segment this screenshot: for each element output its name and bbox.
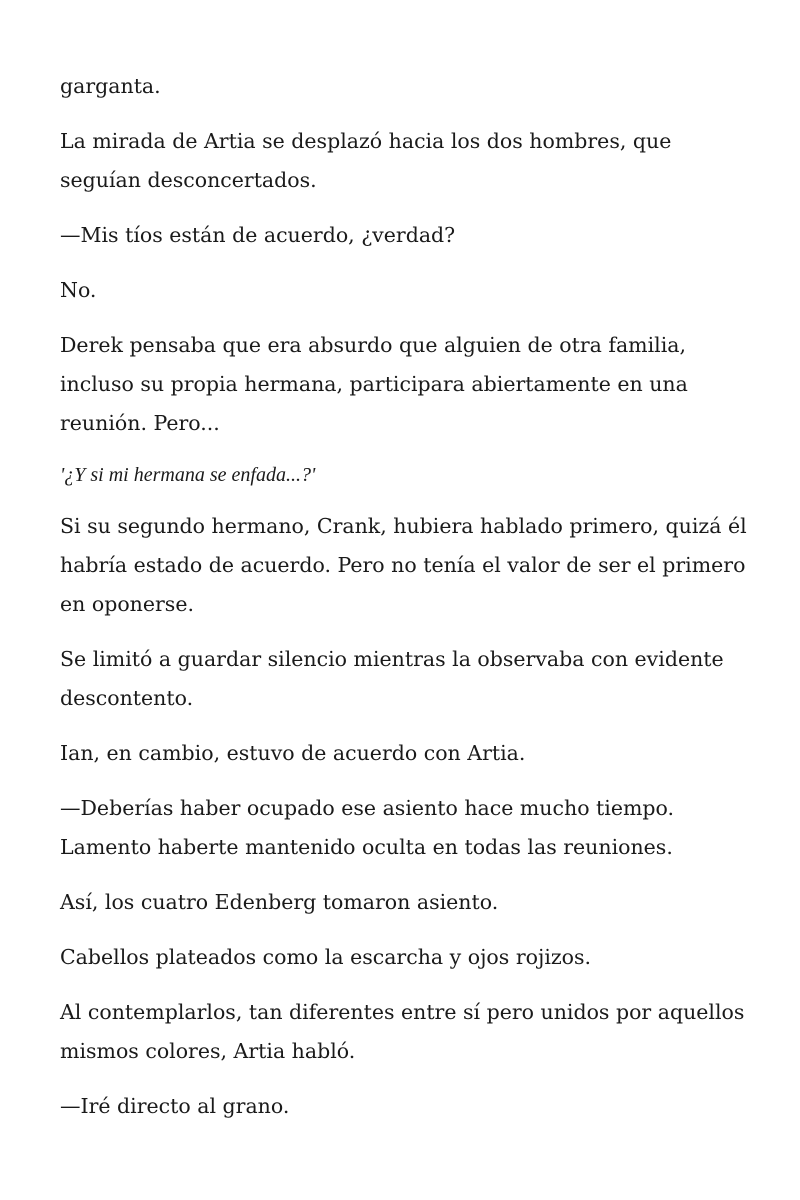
reading-page (60, 67, 750, 1142)
paragraph: Cabellos plateados como la escarcha y ojos rojizos. (60, 945, 592, 969)
paragraph: Derek pensaba que era absurdo que alguien de otra familia, incluso su propia hermana, participara abiertamente en una reunión. Pero... (60, 333, 688, 435)
paragraph: Si su segundo hermano, Crank, hubiera hablado primero, quizá él habría estado de acuerdo. Pero no tenía el valor de ser el primero en oponerse. (60, 514, 747, 616)
paragraph: —Mis tíos están de acuerdo, ¿verdad? (60, 223, 456, 247)
paragraph: —Deberías haber ocupado ese asiento hace mucho tiempo. Lamento haberte mantenido oculta en todas las reuniones. (60, 796, 675, 859)
paragraph: No. (60, 278, 97, 302)
paragraph: La mirada de Artia se desplazó hacia los dos hombres, que seguían desconcertados. (60, 129, 672, 192)
paragraph: Así, los cuatro Edenberg tomaron asiento. (60, 890, 499, 914)
paragraph: Al contemplarlos, tan diferentes entre sí pero unidos por aquellos mismos colores, Artia habló. (60, 1000, 745, 1063)
paragraph: garganta. (60, 74, 161, 98)
paragraph: Ian, en cambio, estuvo de acuerdo con Artia. (60, 741, 526, 765)
paragraph: Se limitó a guardar silencio mientras la observaba con evidente descontento. (60, 647, 724, 710)
paragraph: —Iré directo al grano. (60, 1094, 290, 1118)
inner-thought-paragraph: '¿Y si mi hermana se enfada...?' (60, 464, 316, 486)
